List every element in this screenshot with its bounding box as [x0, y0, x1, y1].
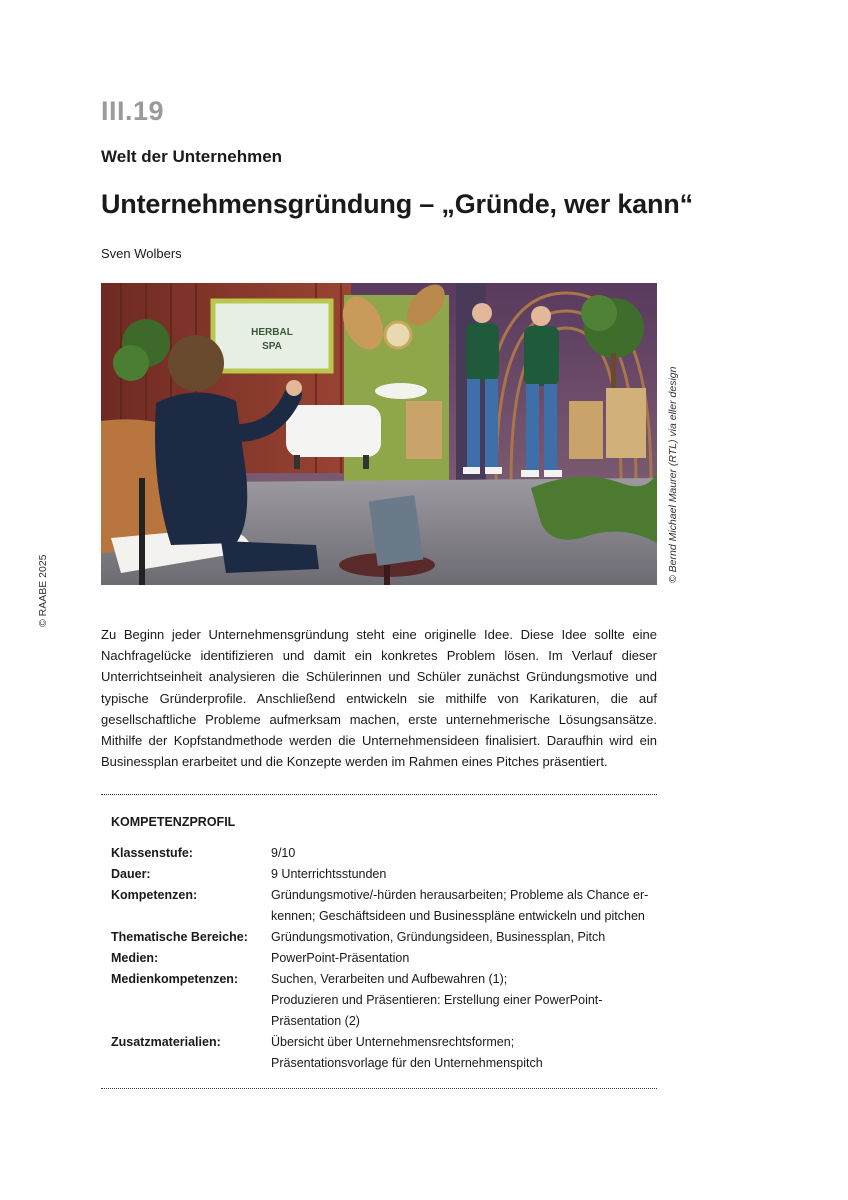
page-title: Unternehmensgründung – „Gründe, wer kann“	[101, 189, 693, 219]
divider-top	[101, 794, 657, 795]
row-value: Suchen, Verarbeiten und Aufbewahren (1); Produzieren und Präsentieren: Erstellung einer PowerPoint- Präsentation (2)	[271, 972, 603, 1028]
sign-line1: HERBAL	[251, 327, 293, 338]
round-mirror	[385, 322, 411, 348]
copyright-notice: © RAABE 2025	[37, 554, 49, 627]
row-label: Zusatzmaterialien:	[111, 1035, 221, 1049]
intro-paragraph: Zu Beginn jeder Unternehmensgründung steht eine originelle Idee. Diese Idee sollte eine Nachfragelücke identifizieren und damit ein konkretes Problem lösen. Im Verlauf dieser Unterrichtseinheit analysieren die Schülerinnen und Schüler zunächst Gründungsmotive und typische Gründerprofile. Anschließend entwickeln sie mithilfe von Karikaturen, die auf gesellschaftliche Probleme aufmerksam machen, erste unternehmerische Lösungsansätze. Mithilfe der Kopfstandmethode werden die Unternehmensideen finalisiert. Daraufhin wird ein Businessplan erarbeitet und die Konzepte werden im Rahmen eines Pitches präsentiert.	[101, 627, 657, 770]
section-number: III.19	[101, 96, 165, 126]
photo-credit: © Bernd Michael Maurer (RTL) via eller design	[667, 366, 679, 583]
sink-bowl	[375, 383, 427, 399]
row-label: Dauer:	[111, 867, 151, 881]
row-label: Kompetenzen:	[111, 888, 198, 902]
table-row	[111, 885, 657, 927]
table-row	[111, 864, 657, 885]
bathtub	[286, 405, 381, 457]
series-title: Welt der Unternehmen	[101, 147, 283, 166]
kompetenzprofil-heading: KOMPETENZPROFIL	[111, 815, 236, 829]
wooden-pedestal	[569, 401, 603, 459]
cover-photo	[101, 283, 657, 585]
row-label: Thematische Bereiche:	[111, 930, 248, 944]
wooden-cabinet	[406, 401, 442, 459]
row-label: Medien:	[111, 951, 159, 965]
kompetenzprofil-table	[111, 843, 657, 1074]
row-value: Übersicht über Unternehmensrechtsformen; Präsentationsvorlage für den Unternehmenspitch	[271, 1035, 543, 1070]
row-value: 9/10	[271, 846, 296, 860]
table-row	[111, 1032, 657, 1074]
row-value: 9 Unterrichtsstunden	[271, 867, 387, 881]
table-row	[111, 927, 657, 948]
row-value: Gründungsmotivation, Gründungsideen, Businessplan, Pitch	[271, 930, 606, 944]
table-row	[111, 843, 657, 864]
row-value: Gründungsmotive/-hürden herausarbeiten; Probleme als Chance er- kennen; Geschäftsideen und Businesspläne entwickeln und pitchen	[271, 888, 649, 923]
table-row	[111, 969, 657, 1032]
row-label: Medienkompetenzen:	[111, 972, 239, 986]
author-name: Sven Wolbers	[101, 246, 182, 261]
row-label: Klassenstufe:	[111, 846, 193, 860]
sign-line2: SPA	[262, 341, 282, 352]
product-box	[369, 495, 424, 566]
divider-bottom	[101, 1088, 657, 1089]
table-row	[111, 948, 657, 969]
row-value: PowerPoint-Präsentation	[271, 951, 410, 965]
